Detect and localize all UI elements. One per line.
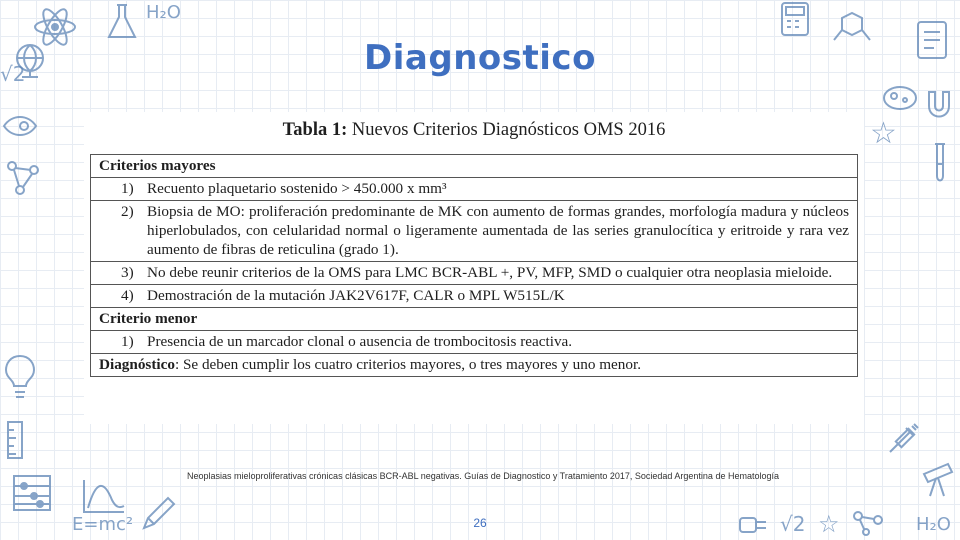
table-row bbox=[91, 201, 858, 262]
table-row bbox=[91, 178, 858, 201]
rocket-icon bbox=[0, 108, 40, 144]
formula-sqrt-right: √2 bbox=[780, 512, 806, 536]
criteria-table bbox=[90, 154, 858, 377]
test-tube-icon bbox=[926, 140, 954, 184]
table-row bbox=[91, 354, 858, 377]
formula-h2o-top: H₂O bbox=[146, 2, 181, 23]
diagnosis-text: : Se deben cumplir los cuatro criterios mayores, o tres mayores y uno menor. bbox=[174, 356, 641, 373]
major-criteria-heading: Criterios mayores bbox=[91, 155, 858, 178]
item-text: Presencia de un marcador clonal o ausencia de trombocitosis reactiva. bbox=[147, 333, 573, 350]
criteria-table-panel bbox=[84, 112, 864, 424]
diagnosis-label: Diagnóstico bbox=[99, 356, 175, 373]
graph-icon bbox=[80, 476, 128, 516]
star-icon: ☆ bbox=[818, 510, 840, 538]
formula-emc2: E=mc² bbox=[72, 514, 134, 535]
item-number: 3) bbox=[121, 264, 134, 281]
slide-title: Diagnostico bbox=[364, 38, 596, 78]
ruler-icon bbox=[4, 418, 44, 462]
microbe-icon bbox=[878, 78, 922, 118]
item-text: Biopsia de MO: proliferación predominante de MK con aumento de formas grandes, morfología madura y núcleos hiperlobulados, con celularidad normal o ligeramente aumentada de las series granulocítica y eritroide y rara vez aumento de fibras de reticulina (grado 1). bbox=[147, 203, 849, 258]
table-caption-text: Nuevos Criterios Diagnósticos OMS 2016 bbox=[347, 120, 666, 140]
formula-h2o-bottom: H₂O bbox=[916, 514, 951, 535]
molecule-icon bbox=[4, 156, 44, 200]
page-number: 26 bbox=[473, 516, 487, 530]
item-text: Recuento plaquetario sostenido > 450.000 x mm³ bbox=[147, 180, 447, 197]
magnet-icon bbox=[922, 88, 956, 122]
table-caption bbox=[84, 120, 864, 141]
item-number: 1) bbox=[121, 180, 134, 197]
formula-sqrt-left: √2 bbox=[0, 62, 26, 86]
list-item bbox=[99, 202, 849, 259]
item-number: 2) bbox=[121, 203, 134, 220]
minor-criteria-heading: Criterio menor bbox=[91, 308, 858, 331]
table-row bbox=[91, 155, 858, 178]
item-text: Demostración de la mutación JAK2V617F, CALR o MPL W515L/K bbox=[147, 287, 565, 304]
table-row bbox=[91, 285, 858, 308]
item-number: 1) bbox=[121, 333, 134, 350]
star-icon: ☆ bbox=[870, 116, 897, 151]
table-caption-label: Tabla 1: bbox=[282, 120, 348, 140]
diagnosis-row bbox=[91, 354, 858, 377]
syringe-icon bbox=[884, 418, 924, 458]
flask-icon bbox=[104, 2, 140, 42]
abacus-icon bbox=[10, 472, 54, 516]
list-item bbox=[99, 263, 849, 282]
table-row bbox=[91, 331, 858, 354]
lightbulb-icon bbox=[2, 352, 38, 400]
list-item bbox=[99, 332, 849, 351]
list-item bbox=[99, 286, 849, 305]
item-text: No debe reunir criterios de la OMS para LMC BCR-ABL +, PV, MFP, SMD o cualquier otra neoplasia mieloide. bbox=[147, 264, 833, 281]
calculator-icon bbox=[776, 0, 814, 38]
table-row bbox=[91, 308, 858, 331]
item-number: 4) bbox=[121, 287, 134, 304]
telescope-icon bbox=[920, 460, 956, 500]
list-item bbox=[99, 179, 849, 198]
table-row bbox=[91, 262, 858, 285]
reference-citation: Neoplasias mieloproliferativas crónicas clásicas BCR-ABL negativas. Guías de Diagnostico y Tratamiento 2017, Sociedad Argentina de Hematología bbox=[187, 471, 779, 481]
